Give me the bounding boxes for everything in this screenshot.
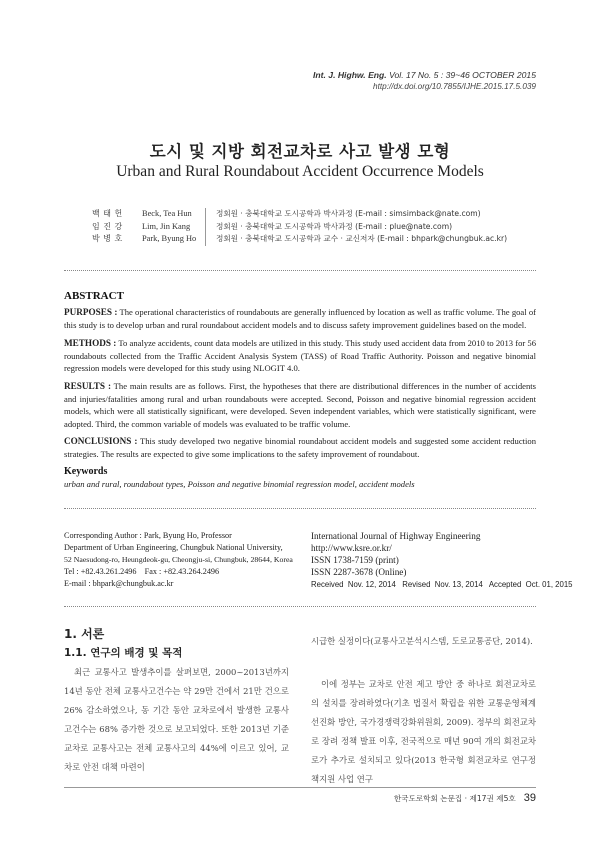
issn-online: ISSN 2287-3678 (Online) [311,567,407,577]
author-divider [205,221,206,234]
divider-dotted [64,606,536,607]
methods-text: To analyze accidents, count data models are utilized in this study. This study used accident data from 2010 to 2013 for 56 roundabouts collected from the Traffic Accident Analysis System (TASS) of Road Traffic Authority. Poisson and negative binomial regression models were developed for this study using NLOGIT 4.0. [64,338,537,373]
footer-rule [64,787,536,788]
issn-print: ISSN 1738-7159 (print) [311,555,399,565]
body-paragraph-right-2: 이에 정부는 교차로 안전 제고 방안 중 하나로 회전교차로의 설치를 장려하였다(기초 법질서 확립을 위한 교통운영체계 선진화 방안, 국가경쟁력강화위원회, 2009). 정부의 회전교차로 장려 정책 발표 이후, 전국적으로 매년 90여 개의 회전교차로가 추가로 설치되고 있다(2013 한국형 회전교차로 연구정책지원 사업 연구 [311,679,536,784]
corresponding-line: Tel : +82.43.261.2496 Fax : +82.43.264.2496 [64,567,220,576]
corresponding-line: Corresponding Author : Park, Byung Ho, Professor [64,531,232,540]
title-korean: 도시 및 지방 회전교차로 사고 발생 모형 [149,142,451,161]
doi-link[interactable]: http://dx.doi.org/10.7855/IJHE.2015.17.5.039 [373,82,536,91]
journal-name: International Journal of Highway Engineering [311,531,481,541]
results-text: The main results are as follows. First, the hypotheses that there are distributional differences in the number of accidents and injuries/fatalities among rural and urban roundabouts were accepted. Second, Poisson and negative binomial regression accident models, which were all statistically significant, were developed. Seven independent variables, which were statistically significant, were adopted. Third, the common variable of models was evaluated to be traffic volume. [64,381,536,429]
journal-info-block [311,530,573,591]
running-header [313,70,536,80]
divider-dotted [64,508,536,509]
page-footer [394,792,536,804]
author-affiliation: 정회원 · 충북대학교 도시공학과 박사과정 (E-mail : plue@nate.com) [216,221,453,231]
body-paragraph-right-1: 시급한 실정이다(교통사고분석시스템, 도로교통공단, 2014). [311,636,533,646]
abstract-purposes [64,306,536,331]
purposes-text: The operational characteristics of roundabouts are generally influenced by location as well as traffic volume. The goal of this study is to develop urban and rural roundabout accident models and to discuss safety improvement guidelines based on the model. [64,307,536,330]
author-name-ko: 박 병 호 [92,234,123,243]
author-name-en: Lim, Jin Kang [142,221,191,231]
abstract-results [64,380,536,430]
corresponding-email[interactable]: E-mail : bhpark@chungbuk.ac.kr [64,579,174,588]
body-paragraph-left: 최근 교통사고 발생추이를 살펴보면, 2000~2013년까지 14년 동안 전체 교통사고건수는 약 29만 건에서 21만 건으로 26% 감소하였으나, 동 기간 동안 교차로에서 발생한 교통사고건수는 68% 증가한 것으로 보고되었다. 또한 2013년 기준 교차로 교통사고는 전체 교통사고의 44%에 이르고 있어, 교차로 안전 대책 마련이 [64,667,289,772]
page-number: 39 [523,792,536,804]
corresponding-line: 52 Naesudong-ro, Heungdeok-gu, Cheongju-si, Chungbuk, 28644, Korea [64,555,293,564]
section-heading: 1. 서론 [64,627,105,641]
volume-info: Vol. 17 No. 5 : 39~46 OCTOBER 2015 [389,70,536,80]
author-row [92,208,507,221]
author-divider [205,208,206,221]
title-english: Urban and Rural Roundabout Accident Occurrence Models [116,163,484,180]
conclusions-text: This study developed two negative binomial roundabout accident models and suggested some accident reduction strategies. The results are expected to give some implications to the safety improvement of roundabout. [64,436,537,459]
author-affiliation: 정회원 · 충북대학교 도시공학과 교수 · 교신저자 (E-mail : bhpark@chungbuk.ac.kr) [216,234,508,243]
author-affiliation: 정회원 · 충북대학교 도시공학과 박사과정 (E-mail : simsimback@nate.com) [216,209,481,218]
author-name-en: Park, Byung Ho [142,234,197,243]
author-name-ko: 임 진 강 [92,221,123,231]
author-row [92,233,507,246]
divider-dotted [64,270,536,271]
methods-label: METHODS : [64,338,117,348]
author-name-en: Beck, Tea Hun [142,209,192,218]
journal-abbrev: Int. J. Highw. Eng. [313,70,387,80]
received-dates: Received Nov. 12, 2014 Revised Nov. 13, 2014 Accepted Oct. 01, 2015 [311,580,573,589]
corresponding-line: Department of Urban Engineering, Chungbuk National University, [64,543,283,552]
abstract-heading: ABSTRACT [64,290,124,302]
keywords-heading: Keywords [64,466,108,477]
purposes-label: PURPOSES : [64,307,118,317]
footer-journal-text: 한국도로학회 논문집 · 제17권 제5호 [393,794,516,803]
abstract-conclusions [64,435,536,460]
results-label: RESULTS : [64,381,112,391]
author-name-ko: 백 태 헌 [92,209,123,218]
author-divider [205,233,206,246]
author-row [92,221,507,234]
author-list [92,208,507,246]
journal-url[interactable]: http://www.ksre.or.kr/ [311,543,392,553]
subsection-heading: 1.1. 연구의 배경 및 목적 [64,647,183,659]
conclusions-label: CONCLUSIONS : [64,436,138,446]
corresponding-author-block [64,530,304,590]
keywords-text: urban and rural, roundabout types, Poisson and negative binomial regression model, accident models [64,479,415,489]
abstract-methods [64,337,536,375]
